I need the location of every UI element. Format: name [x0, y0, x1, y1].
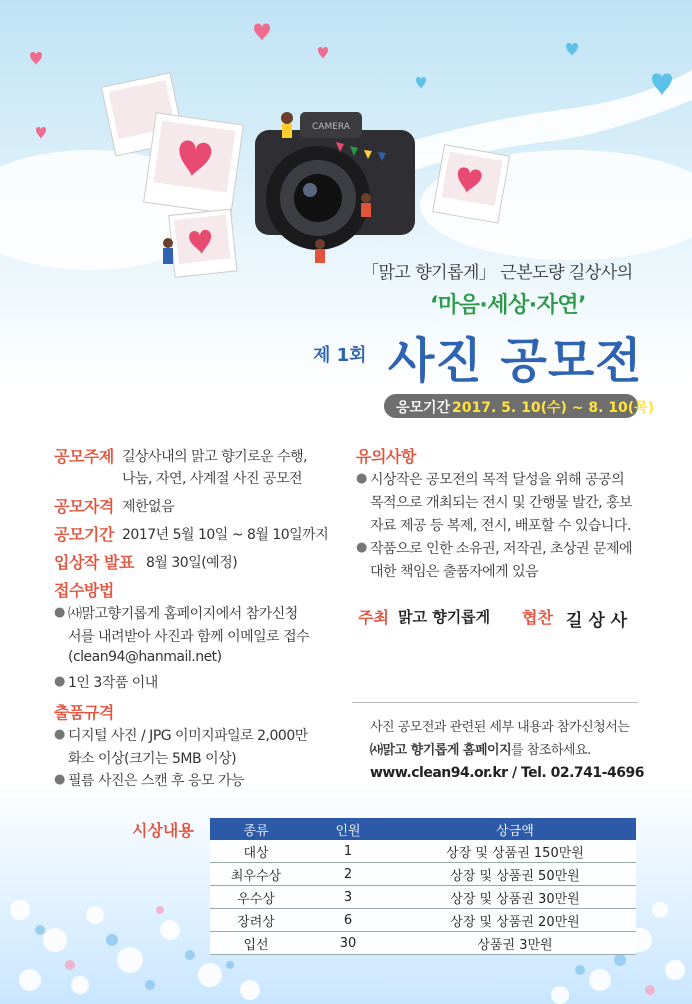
notes-label: 유의사항 [356, 447, 416, 466]
announcement-value: 8월 30일(예정) [146, 555, 238, 571]
prize-count: 30 [302, 932, 394, 955]
prize-count: 1 [302, 840, 394, 863]
period-badge-label: 응모기간 [396, 400, 451, 416]
poster-subtitle: 「맑고 향기롭게」 근본도량 길상사의 [362, 263, 633, 283]
prize-type: 장려상 [210, 909, 302, 932]
theme-line-2: 나눔, 자연, 사계절 사진 공모전 [122, 471, 302, 487]
method-line-1: ㈔맑고향기롭게 홈페이지에서 참가신청 [68, 606, 298, 622]
prize-amount: 상장 및 상품권 50만원 [394, 863, 636, 886]
prizes-label: 시상내용 [132, 821, 194, 840]
cohost-name: 길 상 사 [566, 611, 628, 631]
page-title: 사진 공모전 [388, 333, 643, 389]
method-email: (clean94@hanmail.net) [68, 649, 222, 665]
prize-table-header [210, 818, 636, 840]
prize-count: 2 [302, 863, 394, 886]
bullet: ● [54, 727, 66, 742]
table-row [210, 909, 636, 932]
announcement-label: 입상작 발표 [54, 553, 134, 572]
contact-info: www.clean94.or.kr / Tel. 02.741-4696 [370, 765, 644, 781]
note-1-line-3: 자료 제공 등 복제, 전시, 배포할 수 있습니다. [370, 518, 631, 534]
column-header-prize: 상금액 [394, 818, 636, 840]
spec-line-2: 화소 이상(크기는 5MB 이상) [68, 751, 237, 767]
table-row [210, 863, 636, 886]
prize-type: 대상 [210, 840, 302, 863]
edition-label: 제 1회 [313, 345, 367, 366]
table-row [210, 886, 636, 909]
method-limit: 1인 3작품 이내 [68, 675, 158, 691]
prize-type: 입선 [210, 932, 302, 955]
prize-count: 3 [302, 886, 394, 909]
bullet: ● [54, 772, 66, 787]
host-label: 주최 [358, 608, 389, 627]
contest-period-label: 공모기간 [54, 525, 114, 544]
cohost-label: 협찬 [522, 608, 553, 627]
note-1-line-1: 시상작은 공모전의 목적 달성을 위해 공공의 [370, 472, 625, 488]
table-row [210, 840, 636, 863]
note-2-line-1: 작품으로 인한 소유권, 저작권, 초상권 문제에 [370, 541, 633, 557]
info-line-1: 사진 공모전과 관련된 세부 내용과 참가신청서는 [370, 720, 630, 735]
prize-table [210, 818, 636, 955]
prize-type: 우수상 [210, 886, 302, 909]
period-badge-value: 2017. 5. 10(수) ~ 8. 10(목) [452, 400, 655, 416]
theme-line-1: 길상사내의 맑고 향기로운 수행, [122, 449, 308, 465]
column-header-count: 인원 [302, 818, 394, 840]
prize-count: 6 [302, 909, 394, 932]
homepage-name: ㈔맑고 향기롭게 홈페이지 [370, 743, 512, 758]
note-1-line-2: 목적으로 개최되는 전시 및 간행물 발간, 홍보 [370, 495, 633, 511]
camera-brand-text: CAMERA [312, 122, 350, 132]
bullet: ● [356, 471, 368, 486]
bullet: ● [356, 540, 368, 555]
table-row [210, 932, 636, 955]
info-line-2 [370, 739, 591, 758]
note-2-line-2: 대한 책임은 출품자에게 있음 [370, 564, 539, 580]
prize-amount: 상장 및 상품권 150만원 [394, 840, 636, 863]
prize-amount: 상장 및 상품권 20만원 [394, 909, 636, 932]
method-line-2: 서를 내려받아 사진과 함께 이메일로 접수 [68, 629, 310, 645]
qualification-value: 제한없음 [122, 499, 175, 515]
spec-line-1: 디지털 사진 / JPG 이미지파일로 2,000만 [68, 728, 308, 744]
host-name: 맑고 향기롭게 [398, 608, 491, 626]
prize-amount: 상장 및 상품권 30만원 [394, 886, 636, 909]
poster-theme: ‘마음·세상·자연’ [430, 293, 586, 318]
divider [352, 702, 638, 703]
bullet: ● [54, 674, 66, 689]
bullet: ● [54, 605, 66, 620]
info-line-2-rest: 를 참조하세요. [511, 743, 591, 758]
column-header-type: 종류 [210, 818, 302, 840]
contest-period-value: 2017년 5월 10일 ~ 8월 10일까지 [122, 527, 329, 543]
prize-amount: 상품권 3만원 [394, 932, 636, 955]
qualification-label: 공모자격 [54, 497, 114, 516]
camera-illustration [0, 0, 692, 280]
submission-method-label: 접수방법 [54, 581, 114, 600]
theme-label: 공모주제 [54, 447, 114, 466]
spec-label: 출품규격 [54, 703, 114, 722]
spec-film: 필름 사진은 스캔 후 응모 가능 [68, 773, 245, 789]
prize-type: 최우수상 [210, 863, 302, 886]
